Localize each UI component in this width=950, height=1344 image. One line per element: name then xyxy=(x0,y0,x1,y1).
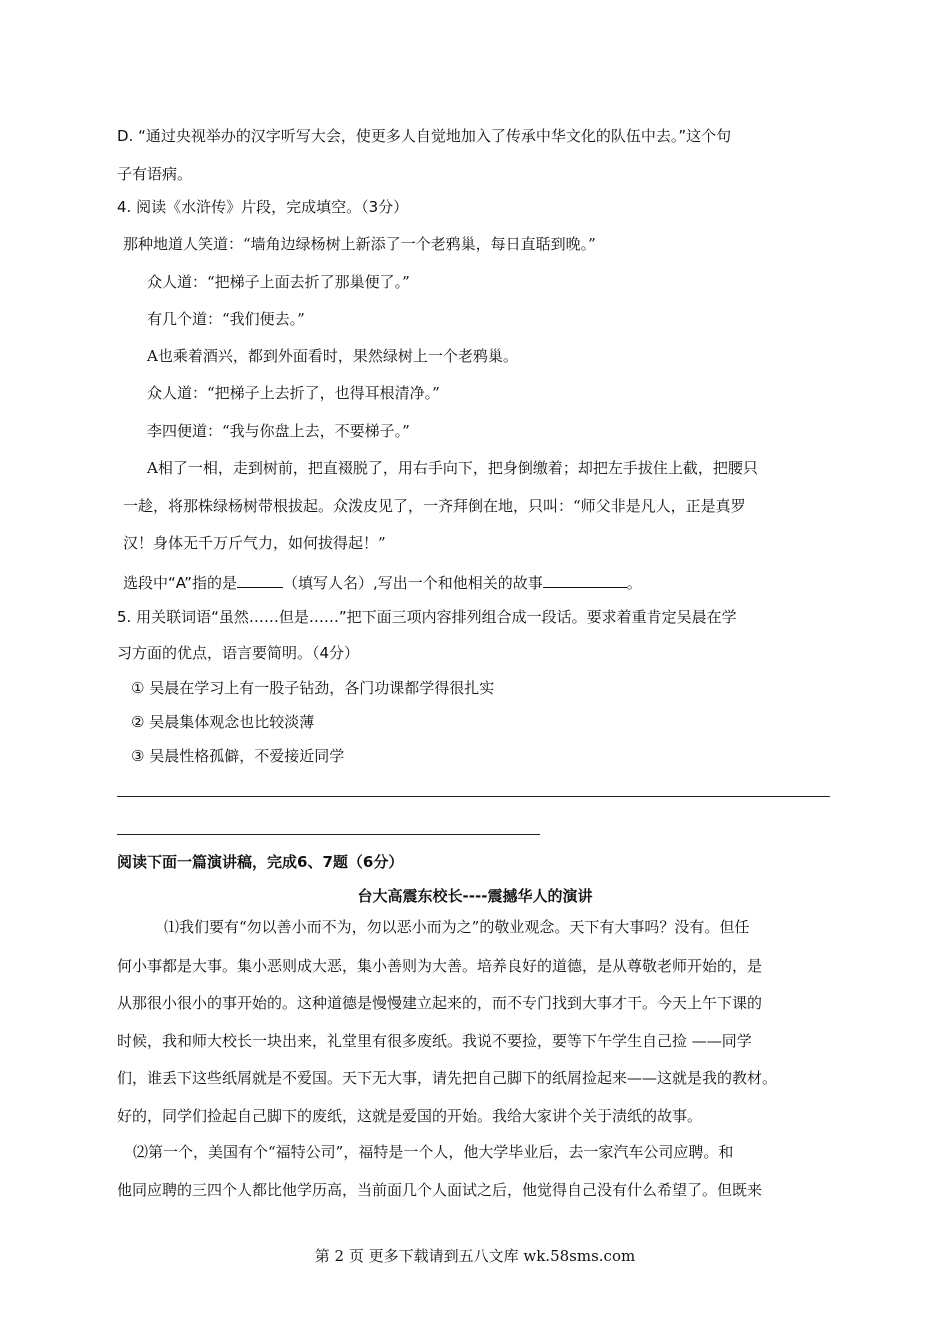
speech-title: 台大高震东校长----震撼华人的演讲 xyxy=(357,887,593,905)
speech-line-4: 时候，我和师大校长一块出来，礼堂里有很多废纸。我说不要捡，要等下午学生自己捡 ——同学 xyxy=(117,1032,752,1050)
fill-in-line xyxy=(123,571,642,593)
option-d-line-2: 子有语病。 xyxy=(117,165,193,183)
speech-line-5: 们，谁丢下这些纸屑就是不爱国。天下无大事，请先把自己脚下的纸屑捡起来——这就是我的教材。 xyxy=(117,1069,778,1087)
name-blank[interactable] xyxy=(237,571,283,588)
passage-line-3: 有几个道：“我们便去。” xyxy=(147,310,305,328)
fill-in-end: 。 xyxy=(626,574,642,592)
option-d-line-1: D. “通过央视举办的汉字听写大会，使更多人自觉地加入了传承中华文化的队伍中去。”这个句 xyxy=(117,127,732,145)
reading-intro: 阅读下面一篇演讲稿，完成6、7题（6分） xyxy=(117,853,404,871)
passage-line-2: 众人道：“把梯子上面去折了那巢便了。” xyxy=(147,273,410,291)
answer-line-2[interactable] xyxy=(117,834,540,835)
story-blank[interactable] xyxy=(543,571,627,588)
item-2: ② 吴晨集体观念也比较淡薄 xyxy=(131,713,315,731)
passage-line-8: 一趁，将那株绿杨树带根拔起。众泼皮见了，一齐拜倒在地，只叫：“师父非是凡人，正是真罗 xyxy=(123,497,746,515)
speech-line-2: 何小事都是大事。集小恶则成大恶，集小善则为大善。培养良好的道德，是从尊敬老师开始的，是 xyxy=(117,957,763,975)
speech-line-8: 他同应聘的三四个人都比他学历高，当前面几个人面试之后，他觉得自己没有什么希望了。但既来 xyxy=(117,1181,763,1199)
passage-line-4: A也乘着酒兴，都到外面看时，果然绿树上一个老鸦巢。 xyxy=(147,347,518,365)
item-3: ③ 吴晨性格孤僻，不爱接近同学 xyxy=(131,747,345,765)
speech-line-3: 从那很小很小的事开始的。这种道德是慢慢建立起来的，而不专门找到大事才干。今天上午下课的 xyxy=(117,994,763,1012)
answer-line-1[interactable] xyxy=(117,796,830,797)
speech-line-1: ⑴我们要有“勿以善小而不为，勿以恶小而为之”的敬业观念。天下有大事吗？没有。但任 xyxy=(164,918,750,936)
passage-line-1: 那种地道人笑道：“墙角边绿杨树上新添了一个老鸦巢，每日直聒到晚。” xyxy=(123,235,596,253)
item-1: ① 吴晨在学习上有一股子钻劲，各门功课都学得很扎实 xyxy=(131,679,495,697)
fill-in-middle: （填写人名）,写出一个和他相关的故事 xyxy=(282,574,543,592)
passage-line-9: 汉！身体无千万斤气力，如何拔得起！” xyxy=(123,534,386,552)
question-5-line-1: 5. 用关联词语“虽然……但是……”把下面三项内容排列组合成一段话。要求着重肯定吴晨在学 xyxy=(117,608,737,626)
question-4-heading: 4. 阅读《水浒传》片段，完成填空。（3分） xyxy=(117,198,409,216)
question-5-line-2: 习方面的优点，语言要简明。（4分） xyxy=(117,644,360,662)
speech-line-6: 好的，同学们捡起自己脚下的废纸，这就是爱国的开始。我给大家讲个关于渍纸的故事。 xyxy=(117,1107,703,1125)
page-footer: 第 2 页 更多下载请到五八文库 wk.58sms.com xyxy=(314,1247,636,1265)
passage-line-7: A相了一相，走到树前，把直裰脱了，用右手向下，把身倒缴着；却把左手拔住上截，把腰只 xyxy=(147,459,758,477)
passage-line-5: 众人道：“把梯子上去折了，也得耳根清净。” xyxy=(147,384,440,402)
fill-in-prompt: 选段中“A”指的是 xyxy=(123,574,237,592)
speech-line-7: ⑵第一个，美国有个“福特公司”，福特是一个人，他大学毕业后，去一家汽车公司应聘。和 xyxy=(133,1143,734,1161)
passage-line-6: 李四便道：“我与你盘上去，不要梯子。” xyxy=(147,422,410,440)
